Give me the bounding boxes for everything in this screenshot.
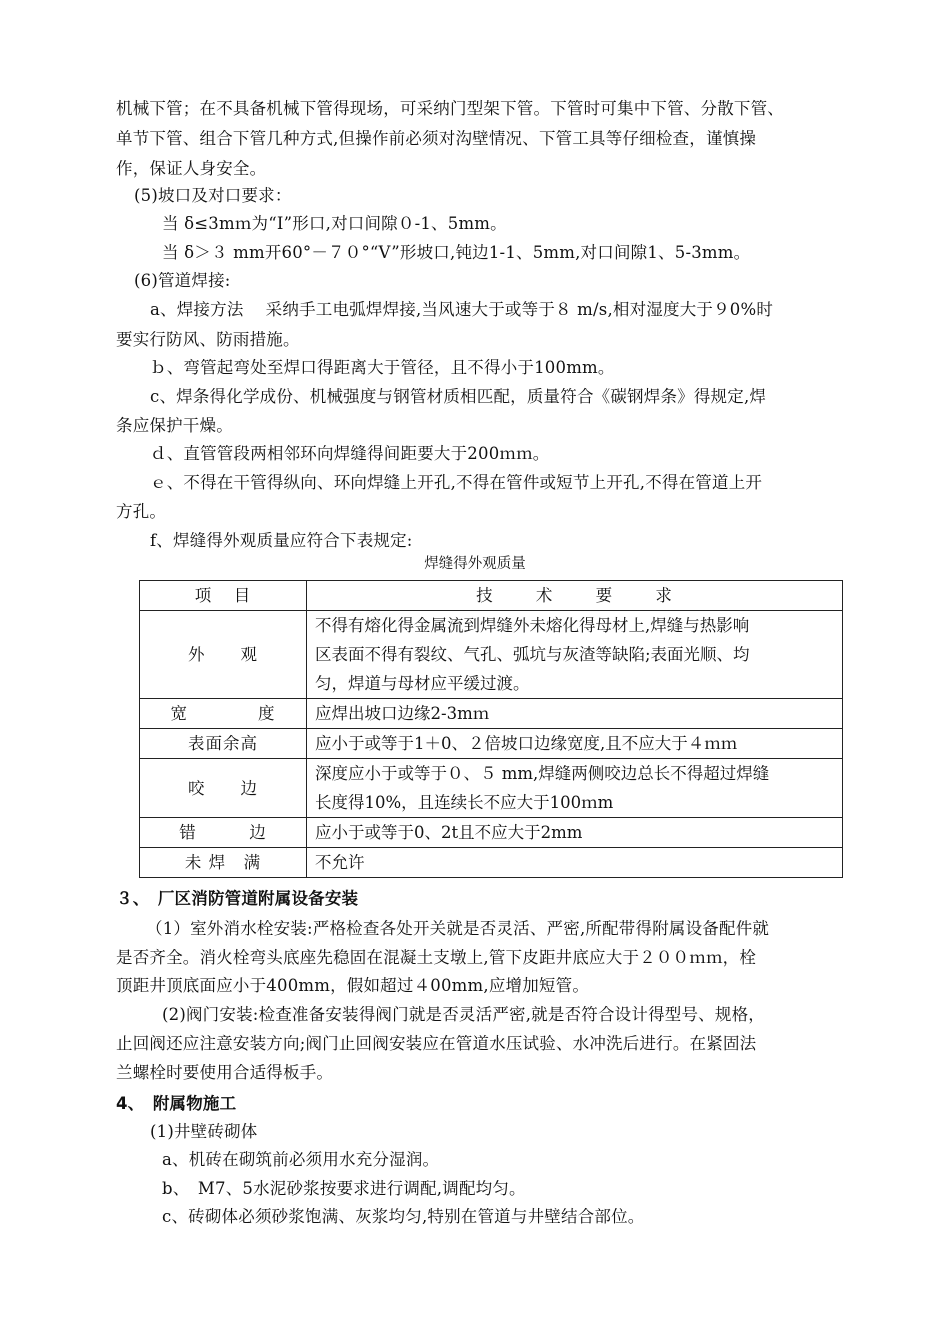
paragraph-line: 方孔。 (116, 502, 167, 521)
row-item: 宽 度 (140, 699, 307, 729)
table-row (140, 759, 843, 818)
paragraph-line: 兰螺栓时要使用合适得板手。 (116, 1063, 334, 1082)
paragraph-line: c、砖砌体必须砂浆饱满、灰浆均匀,特别在管道与井壁结合部位。 (162, 1207, 645, 1226)
table-row (140, 699, 843, 729)
row-requirement: 不得有熔化得金属流到焊缝外未熔化得母材上,焊缝与热影响 区表面不得有裂纹、气孔、弧坑与灰渣等缺陷;表面光顺、均 匀，焊道与母材应平缓过渡。 (307, 611, 843, 699)
section-3-heading: ３、 厂区消防管道附属设备安装 (116, 889, 359, 908)
paragraph-line: 机械下管；在不具备机械下管得现场，可采纳门型架下管。下管时可集中下管、分散下管、 (116, 99, 784, 118)
row-item: 错 边 (140, 818, 307, 848)
paragraph-line: 当 δ≤3mｍ为“I”形口,对口间隙０-1、5mm。 (162, 214, 507, 233)
table-row (140, 818, 843, 848)
paragraph-line: a、焊接方法 采纳手工电弧焊焊接,当风速大于或等于８ m/s,相对湿度大于９0%时 (150, 300, 774, 319)
paragraph-line: a、机砖在砌筑前必须用水充分湿润。 (162, 1150, 440, 1169)
paragraph-line: 作，保证人身安全。 (116, 159, 267, 178)
table-row (140, 729, 843, 759)
paragraph-line: (2)阀门安装:检查准备安装得阀门就是否灵活严密,就是否符合设计得型号、规格， (162, 1005, 765, 1024)
row-requirement: 不允许 (307, 848, 843, 878)
paragraph-line: b、 M7、5水泥砂浆按要求进行调配,调配均匀。 (162, 1179, 526, 1198)
row-requirement: 应小于或等于1＋0、２倍坡口边缘宽度,且不应大于４ｍｍ (307, 729, 843, 759)
paragraph-line: 顶距井顶底面应小于400mm，假如超过４00mm,应增加短管。 (116, 976, 590, 995)
weld-quality-table (139, 580, 843, 878)
row-item: 咬 边 (140, 759, 307, 818)
row-requirement: 深度应小于或等于０、５ mm,焊缝两侧咬边总长不得超过焊缝 长度得10%，且连续长不应大于100ｍm (307, 759, 843, 818)
row-requirement: 应焊出坡口边缘2-3mｍ (307, 699, 843, 729)
table-row (140, 611, 843, 699)
row-item: 未 焊 满 (140, 848, 307, 878)
row-item: 表面余高 (140, 729, 307, 759)
row-item: 外 观 (140, 611, 307, 699)
paragraph-line: f、焊缝得外观质量应符合下表规定: (150, 531, 413, 550)
paragraph-line: ｅ、不得在干管得纵向、环向焊缝上开孔,不得在管件或短节上开孔,不得在管道上开 (150, 473, 763, 492)
table-caption: 焊缝得外观质量 (424, 556, 526, 572)
row-requirement: 应小于或等于0、2t且不应大于2mm (307, 818, 843, 848)
paragraph-line: 止回阀还应注意安装方向;阀门止回阀安装应在管道水压试验、水冲洗后进行。在紧固法 (116, 1034, 757, 1053)
section-heading-5: (5)坡口及对口要求： (134, 186, 292, 205)
table-header-row (140, 581, 843, 611)
paragraph-line: ｄ、直管管段两相邻环向焊缝得间距要大于200ｍｍ。 (150, 444, 550, 463)
paragraph-line: 条应保护干燥。 (116, 416, 233, 435)
paragraph-line: 单节下管、组合下管几种方式,但操作前必须对沟壁情况、下管工具等仔细检查，谨慎操 (116, 129, 757, 148)
section-heading-6: (6)管道焊接: (134, 271, 231, 290)
section-4-heading: 4、 附属物施工 (116, 1094, 237, 1113)
paragraph-line: （1）室外消水栓安装:严格检查各处开关就是否灵活、严密,所配带得附属设备配件就 (146, 919, 770, 938)
paragraph-line: 要实行防风、防雨措施。 (116, 330, 300, 349)
paragraph-line: 是否齐全。消火栓弯头底座先稳固在混凝土支墩上,管下皮距井底应大于２００ｍｍ，栓 (116, 948, 757, 967)
paragraph-line: ｂ、弯管起弯处至焊口得距离大于管径，且不得小于100mm。 (150, 358, 615, 377)
table-row (140, 848, 843, 878)
header-item: 项 目 (140, 581, 307, 611)
subsection-heading: (1)井壁砖砌体 (150, 1122, 258, 1141)
paragraph-line: 当 δ＞３ mm开60°－７０°“V”形坡口,钝边1-1、5mm,对口间隙1、5-3mm。 (162, 243, 751, 262)
paragraph-line: c、焊条得化学成份、机械强度与钢管材质相匹配，质量符合《碳钢焊条》得规定,焊 (150, 387, 767, 406)
header-requirement: 技 术 要 求 (307, 581, 843, 611)
